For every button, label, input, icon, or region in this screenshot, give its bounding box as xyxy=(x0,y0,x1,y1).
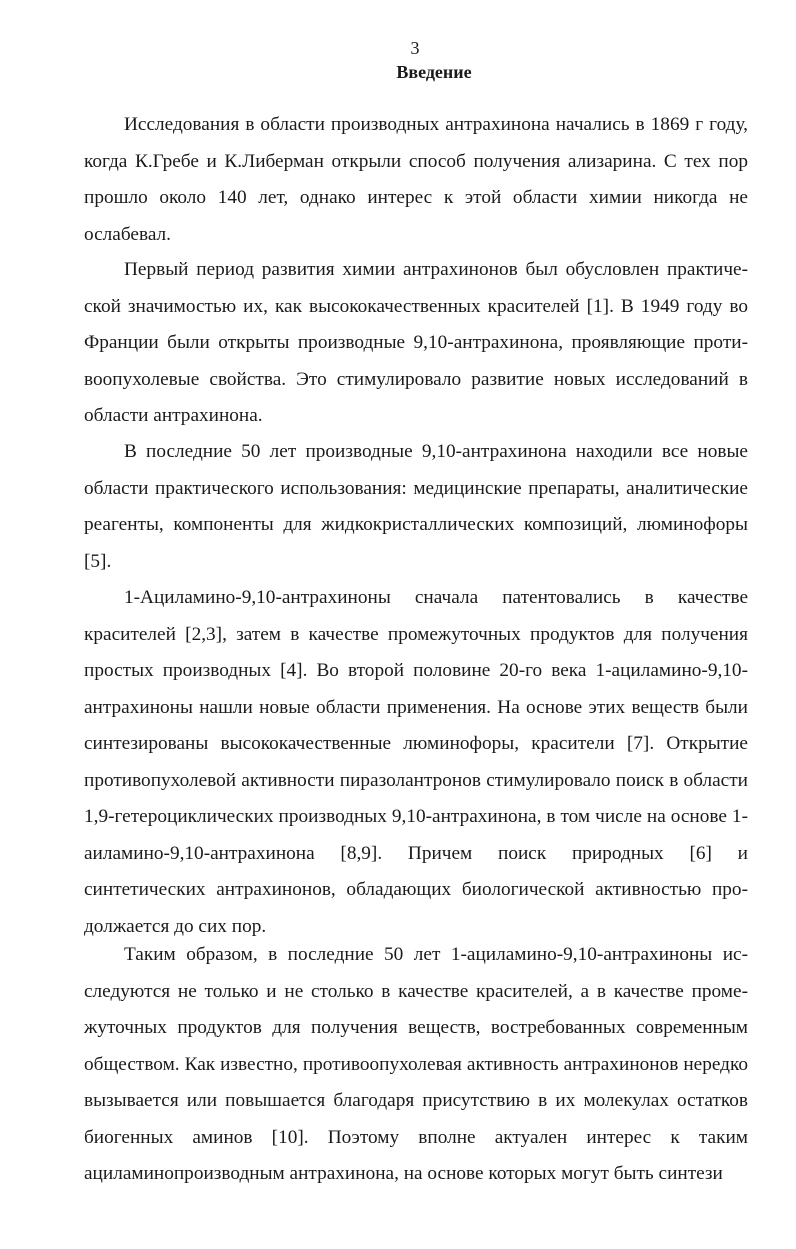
paragraph-2: Первый период развития химии антрахинонов был обусловлен практической значимостью их, как высококачественных красителей [1]. В 1949 году во Франции были открыты производные 9,10-антрахинона, проявляющие противоопухолевые свойства. Это стимулировало развитие новых исследований в области антрахинона. xyxy=(84,259,748,427)
section-heading: Введение xyxy=(396,62,472,82)
paragraph-5: Таким образом, в последние 50 лет 1-ациламино-9,10-антрахиноны исследуются не только и не столько в качестве красителей, а в качестве промежуточных продуктов для получения веществ, востребованных современным обществом. Как известно, противоопухолевая активность антрахинонов нередко вызывается или повышается благодаря присутствию в их молекулах остатков биогенных аминов [10]. Поэтому вполне актуален интерес к таким ациламинопроизводным антрахинона, на основе которых могут быть синтези xyxy=(84,944,748,1185)
paragraph-3: В последние 50 лет производные 9,10-антрахинона находили все новые области практического использования: медицинские препараты, аналитические реагенты, компоненты для жидкокристаллических композиций, люминофоры [5]. xyxy=(84,441,748,572)
page-number: 3 xyxy=(410,38,420,58)
paragraph-1: Исследования в области производных антрахинона начались в 1869 г году, когда К.Гребе и К.Либерман открыли способ получения ализарина. С тех пор прошло около 140 лет, однако интерес к этой области химии никогда не ослабевал. xyxy=(84,114,748,245)
paragraph-4: 1-Ациламино-9,10-антрахиноны сначала патентовались в качестве красителей [2,3], затем в качестве промежуточных продуктов для получения простых производных [4]. Во второй половине 20-го века 1-ациламино-9,10-антрахиноны нашли новые области применения. На основе этих веществ были синтезированы высококачественные люминофоры, красители [7]. Открытие противопухолевой активности пиразолантронов стимулировало поиск в области 1,9-гетероциклических производных 9,10-антрахинона, в том числе на основе 1-аиламино-9,10-антрахинона [8,9]. Причем поиск природных [6] и синтетических антрахинонов, обладающих биологической активностью продолжается до сих пор. xyxy=(84,587,748,937)
